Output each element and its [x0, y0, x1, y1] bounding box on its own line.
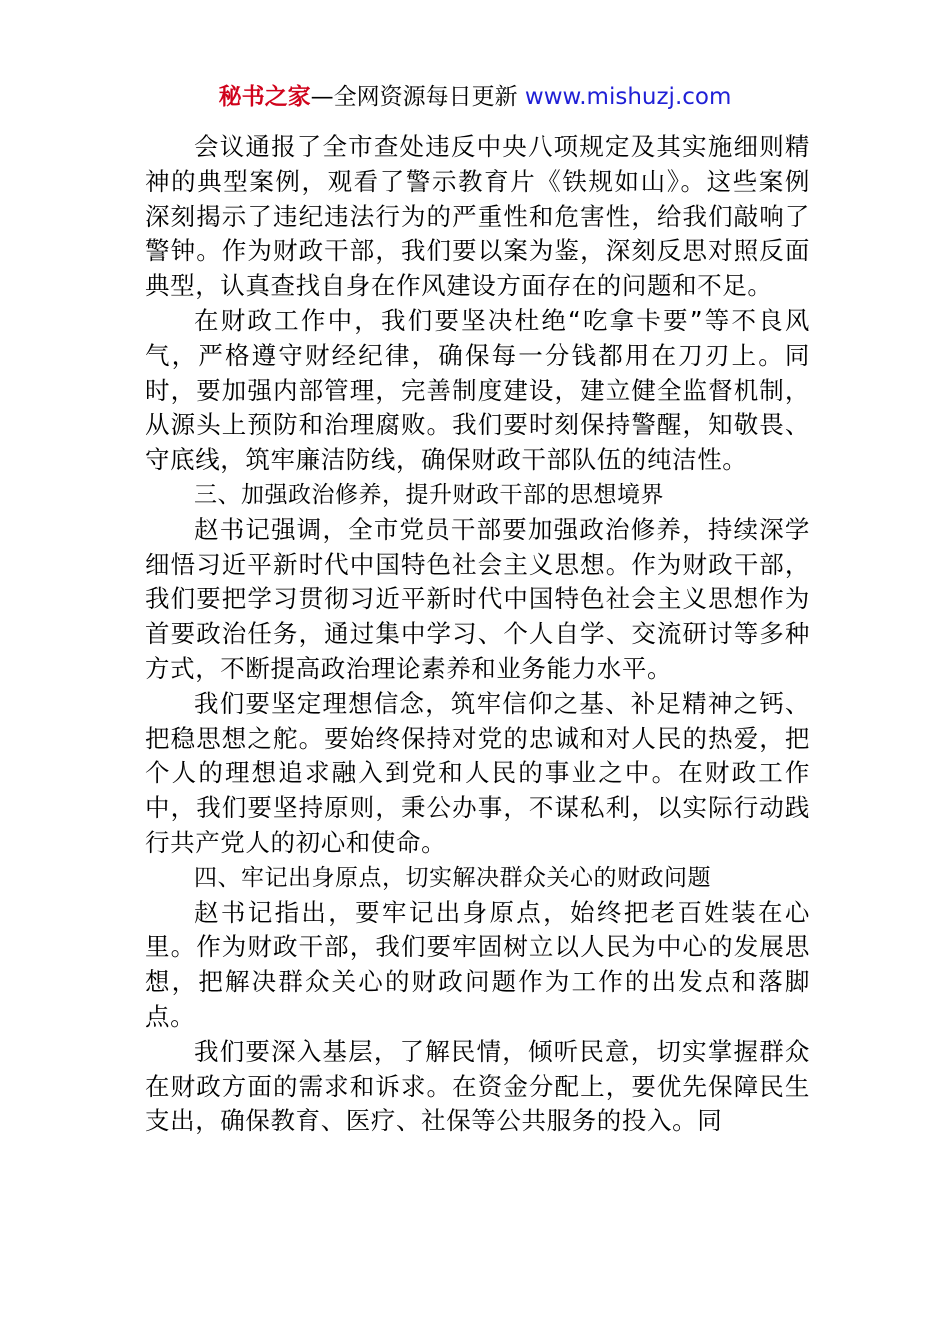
paragraph-5: 赵书记指出，要牢记出身原点，始终把老百姓装在心里。作为财政干部，我们要牢固树立以人民为中心的发展思想，把解决群众关心的财政问题作为工作的出发点和落脚点。: [145, 897, 810, 1031]
section-heading-4: 四、牢记出身原点，切实解决群众关心的财政问题: [194, 864, 711, 891]
brand-name: 秘书之家: [218, 84, 311, 110]
paragraph-4: 我们要坚定理想信念，筑牢信仰之基、补足精神之钙、把稳思想之舵。要始终保持对党的忠诚和对人民的热爱，把个人的理想追求融入到党和人民的事业之中。在财政工作中，我们要坚持原则，秉公办事，不谋私利，以实际行动践行共产党人的初心和使命。: [145, 688, 810, 857]
site-url-link[interactable]: www.mishuzj.com: [524, 84, 732, 110]
paragraph-3: 赵书记强调，全市党员干部要加强政治修养，持续深学细悟习近平新时代中国特色社会主义思想。作为财政干部，我们要把学习贯彻习近平新时代中国特色社会主义思想作为首要政治任务，通过集中学习、个人自学、交流研讨等多种方式，不断提高政治理论素养和业务能力水平。: [145, 514, 810, 683]
header-tagline: —全网资源每日更新: [310, 84, 518, 110]
document-body: [145, 130, 810, 1139]
section-heading-3: 三、加强政治修养，提升财政干部的思想境界: [194, 481, 664, 508]
site-header: [0, 80, 950, 114]
paragraph-2: 在财政工作中，我们要坚决杜绝“吃拿卡要”等不良风气，严格遵守财经纪律，确保每一分钱都用在刀刃上。同时，要加强内部管理，完善制度建设，建立健全监督机制，从源头上预防和治理腐败。我们要时刻保持警醒，知敬畏、守底线，筑牢廉洁防线，确保财政干部队伍的纯洁性。: [145, 305, 810, 475]
paragraph-6: 我们要深入基层，了解民情，倾听民意，切实掌握群众在财政方面的需求和诉求。在资金分配上，要优先保障民生支出，确保教育、医疗、社保等公共服务的投入。同: [145, 1036, 810, 1136]
paragraph-1: 会议通报了全市查处违反中央八项规定及其实施细则精神的典型案例，观看了警示教育片《铁规如山》。这些案例深刻揭示了违纪违法行为的严重性和危害性，给我们敲响了警钟。作为财政干部，我们要以案为鉴，深刻反思对照反面典型，认真查找自身在作风建设方面存在的问题和不足。: [145, 132, 810, 301]
